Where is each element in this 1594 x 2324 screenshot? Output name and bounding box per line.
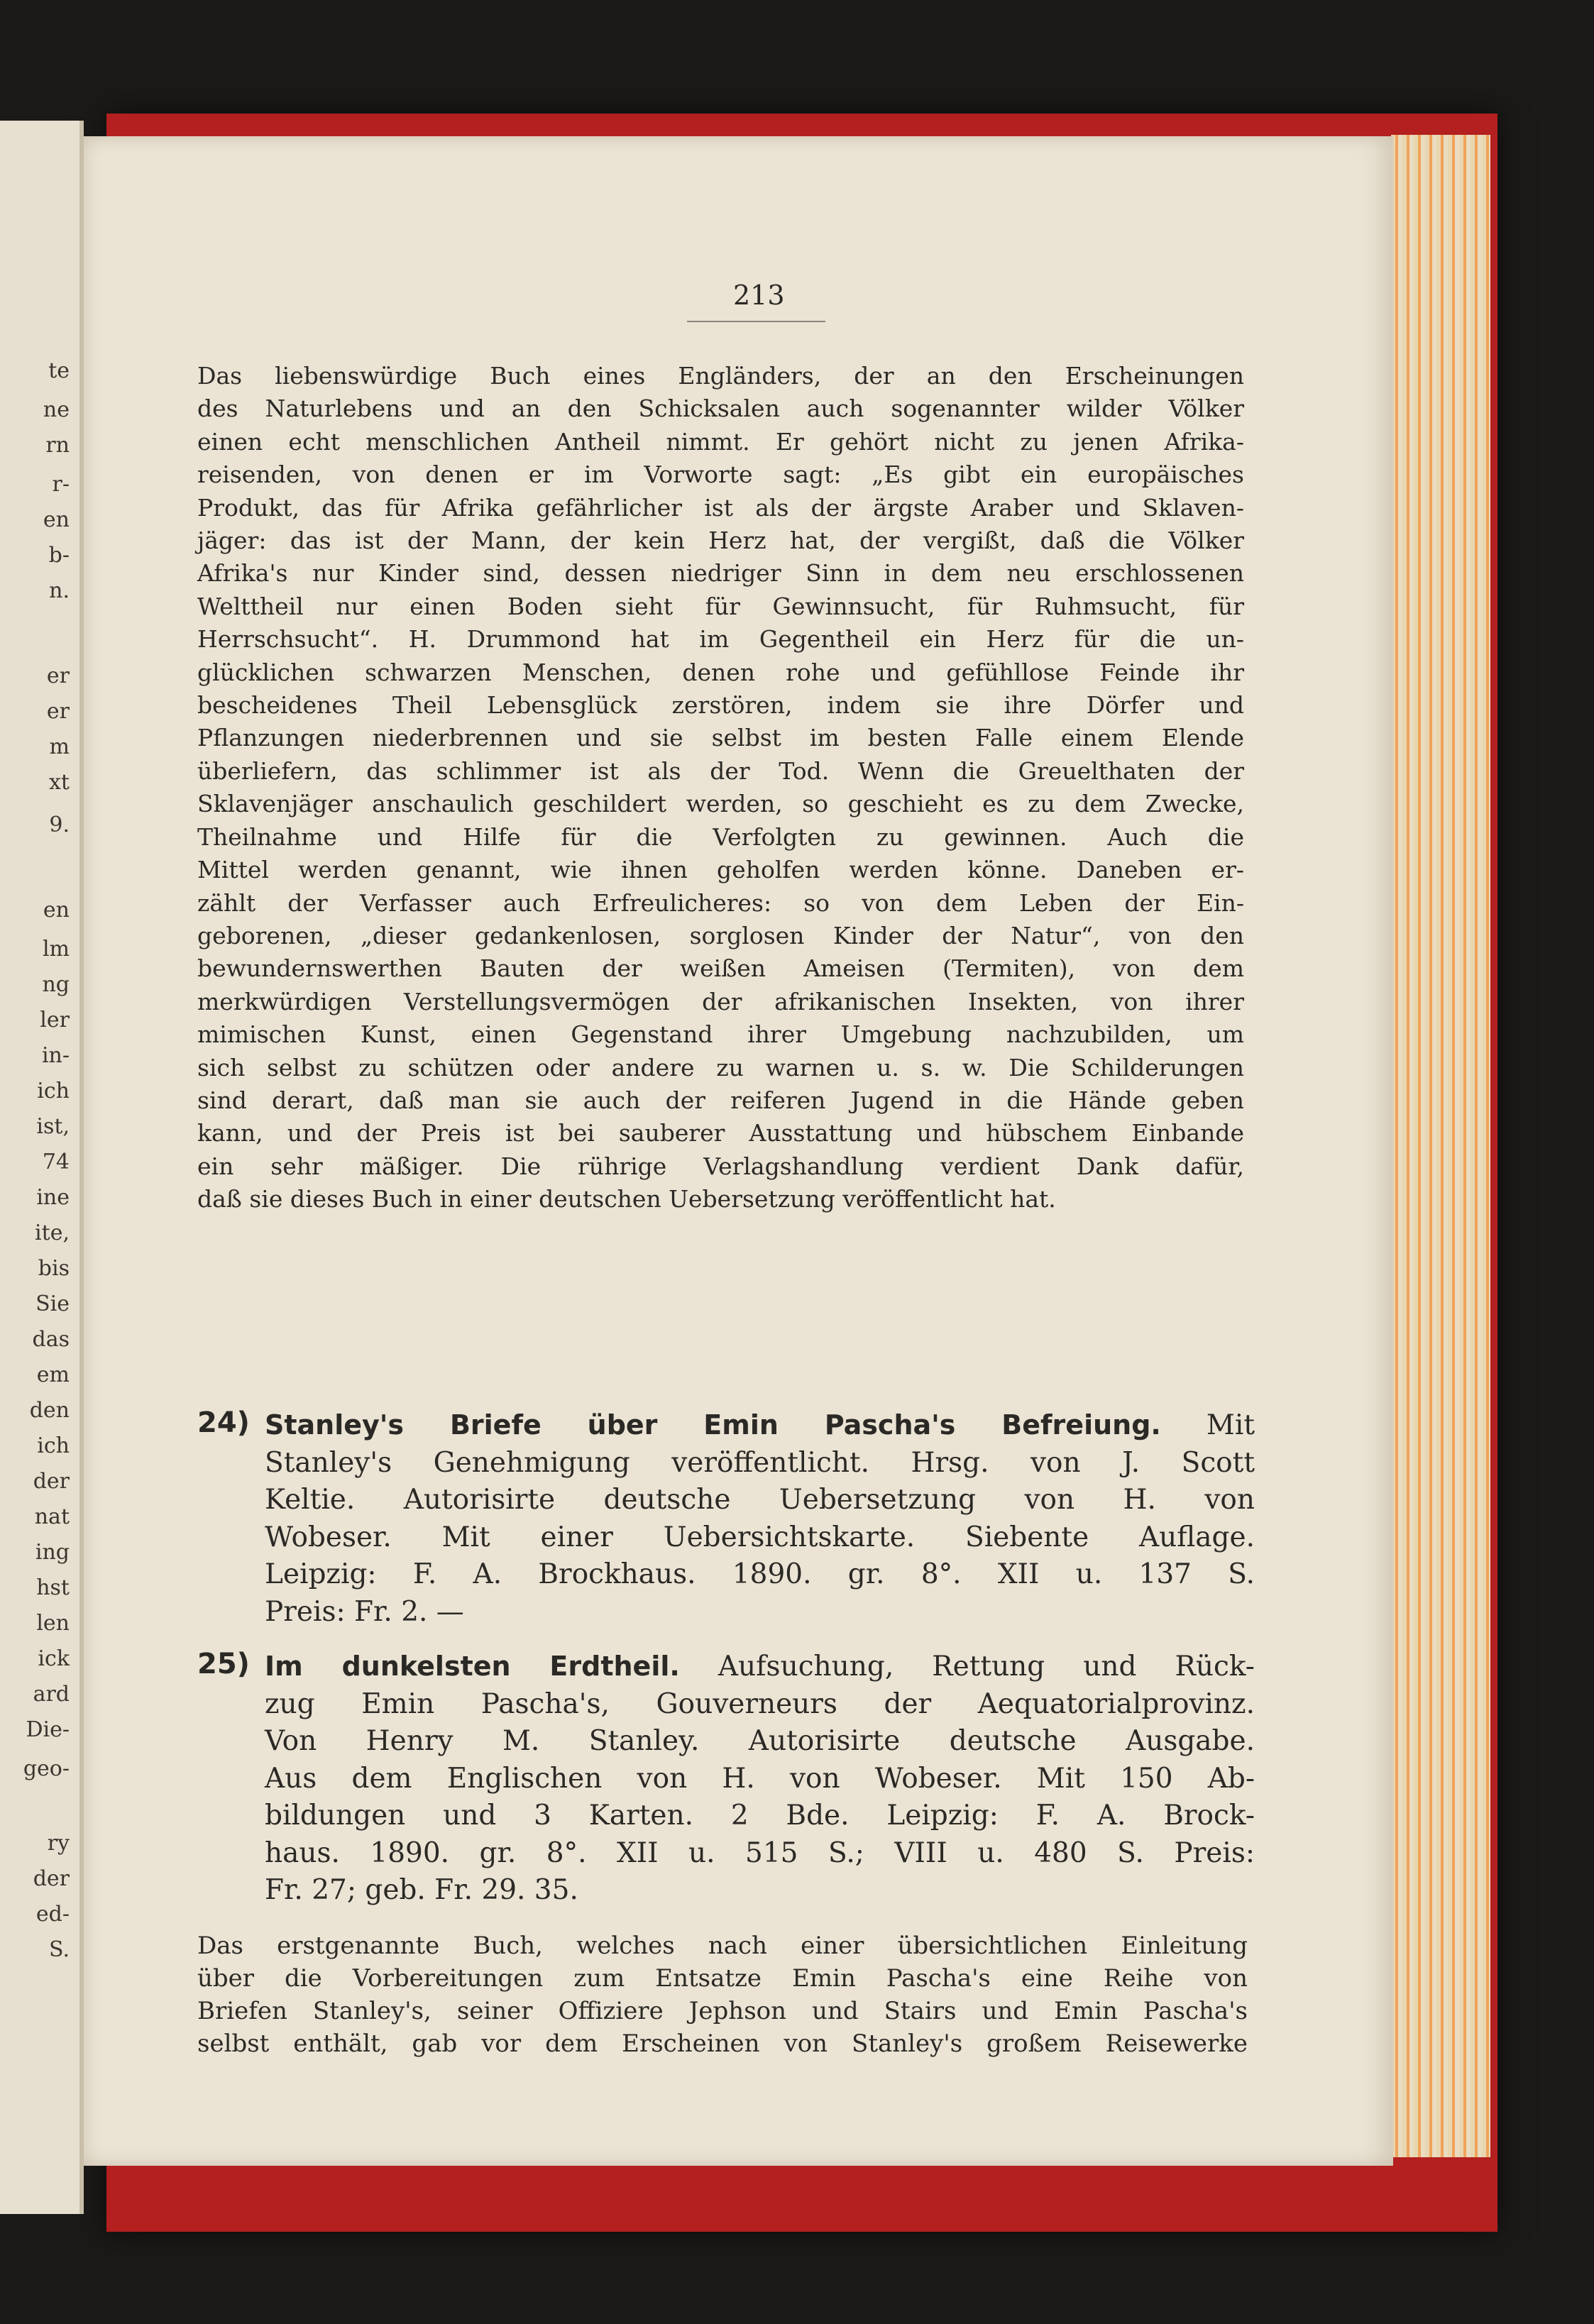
text-line: über die Vorbereitungen zum Entsatze Emin Pascha's eine Reihe von	[197, 1964, 1248, 1993]
text-line: selbst enthält, gab vor dem Erscheinen von Stanley's großem Reisewerke	[197, 2030, 1248, 2058]
text-line: mimischen Kunst, einen Gegenstand ihrer Umgebung nachzubilden, um	[197, 1020, 1244, 1049]
page-edges	[1391, 135, 1490, 2157]
text-line: ein sehr mäßiger. Die rührige Verlagshandlung verdient Dank dafür,	[197, 1152, 1244, 1180]
entry-line: haus. 1890. gr. 8°. XII u. 515 S.; VIII u. 480 S. Preis:	[265, 1836, 1255, 1869]
facing-page-fragment: der	[33, 1469, 70, 1494]
facing-page-fragment: S.	[48, 1937, 70, 1962]
text-line: überliefern, das schlimmer ist als der Tod. Wenn die Greuelthaten der	[197, 756, 1244, 785]
facing-page-fragment: ite,	[35, 1221, 70, 1245]
facing-page-fragment: hst	[36, 1575, 70, 1600]
entry-line: Aus dem Englischen von H. von Wobeser. Mit 150 Ab-	[265, 1762, 1255, 1795]
entry-number: 24)	[197, 1406, 250, 1439]
entry-line: Stanley's Genehmigung veröffentlicht. Hrsg. von J. Scott	[265, 1446, 1255, 1479]
facing-page-fragment: ne	[43, 397, 70, 422]
text-line: bewundernswerthen Bauten der weißen Ameisen (Termiten), von dem	[197, 954, 1244, 983]
facing-page-fragment: 74	[42, 1150, 70, 1174]
page-number: 213	[733, 280, 785, 311]
text-line: glücklichen schwarzen Menschen, denen rohe und gefühllose Feinde ihr	[197, 658, 1244, 686]
text-line: zählt der Verfasser auch Erfreulicheres: so von dem Leben der Ein-	[197, 888, 1244, 917]
facing-page-fragment: em	[36, 1362, 70, 1387]
text-line: Afrika's nur Kinder sind, dessen niedriger Sinn in dem neu erschlossenen	[197, 559, 1244, 588]
facing-page-fragment: ler	[40, 1008, 70, 1032]
facing-page-fragment: ing	[35, 1540, 70, 1565]
book-page	[84, 136, 1393, 2166]
text-line: Briefen Stanley's, seiner Offiziere Jephson und Stairs und Emin Pascha's	[197, 1997, 1248, 2025]
facing-page-fragment: er	[46, 699, 70, 724]
facing-page-fragment: ick	[38, 1646, 70, 1671]
text-line: Das erstgenannte Buch, welches nach einer übersichtlichen Einleitung	[197, 1932, 1248, 1960]
header-rule	[687, 321, 825, 322]
text-line: Welttheil nur einen Boden sieht für Gewinnsucht, für Ruhmsucht, für	[197, 592, 1244, 620]
entry-line: Keltie. Autorisirte deutsche Uebersetzung von H. von	[265, 1484, 1255, 1516]
facing-page-fragment: ine	[36, 1185, 70, 1210]
entry-first-line	[265, 1406, 1255, 1445]
text-line: reisenden, von denen er im Vorworte sagt: „Es gibt ein europäisches	[197, 461, 1244, 489]
entry-first-line	[265, 1648, 1255, 1686]
review-paragraph-continued	[197, 1929, 1248, 2060]
entry-number: 25)	[197, 1648, 250, 1680]
facing-page-fragment: en	[43, 898, 70, 923]
text-line: Theilnahme und Hilfe für die Verfolgten zu gewinnen. Auch die	[197, 822, 1244, 851]
facing-page	[0, 121, 84, 2214]
text-line: Pflanzungen niederbrennen und sie selbst im besten Falle einem Elende	[197, 724, 1244, 752]
text-line: sich selbst zu schützen oder andere zu warnen u. s. w. Die Schilderungen	[197, 1053, 1244, 1081]
facing-page-fragment: rn	[45, 433, 70, 458]
facing-page-fragment: er	[46, 663, 70, 688]
facing-page-fragment: ry	[47, 1831, 70, 1856]
facing-page-fragment: ng	[42, 972, 70, 997]
text-line: daß sie dieses Buch in einer deutschen Uebersetzung veröffentlicht hat.	[197, 1185, 1056, 1213]
facing-page-fragment: n.	[49, 578, 70, 603]
facing-page-fragment: 9.	[49, 813, 70, 837]
facing-page-fragment: ich	[37, 1079, 70, 1103]
facing-page-fragment: ich	[37, 1433, 70, 1458]
text-line: sind derart, daß man sie auch der reiferen Jugend in die Hände geben	[197, 1086, 1244, 1114]
text-line: Produkt, das für Afrika gefährlicher ist als der ärgste Araber und Sklaven-	[197, 493, 1244, 522]
facing-page-fragment: nat	[34, 1504, 70, 1529]
facing-page-fragment: ist,	[36, 1114, 70, 1139]
text-line: Mittel werden genannt, wie ihnen geholfen werden könne. Daneben er-	[197, 856, 1244, 884]
facing-page-fragment: lm	[42, 937, 70, 962]
facing-page-fragment: der	[33, 1866, 70, 1891]
text-line: Das liebenswürdige Buch eines Engländers, der an den Erscheinungen	[197, 362, 1244, 390]
facing-page-fragment: b-	[48, 543, 70, 568]
facing-page-fragment: Sie	[35, 1292, 70, 1316]
facing-page-fragment: das	[32, 1327, 70, 1352]
entry-line: Preis: Fr. 2. —	[265, 1595, 464, 1628]
text-line: geborenen, „dieser gedankenlosen, sorglosen Kinder der Natur“, von den	[197, 921, 1244, 949]
facing-page-fragment: ed-	[35, 1902, 70, 1927]
text-line: jäger: das ist der Mann, der kein Herz hat, der vergißt, daß die Völker	[197, 527, 1244, 555]
text-line: Sklavenjäger anschaulich geschildert werden, so geschieht es zu dem Zwecke,	[197, 790, 1244, 818]
facing-page-fragment: len	[36, 1611, 70, 1636]
facing-page-fragment: xt	[49, 770, 70, 795]
entry-line: Fr. 27; geb. Fr. 29. 35.	[265, 1874, 578, 1906]
entry-line: Leipzig: F. A. Brockhaus. 1890. gr. 8°. XII u. 137 S.	[265, 1558, 1255, 1590]
facing-page-fragment: in-	[41, 1043, 70, 1068]
facing-page-fragment: te	[48, 358, 70, 383]
facing-page-fragment: m	[49, 734, 70, 759]
facing-page-fragment: ard	[33, 1682, 70, 1707]
facing-page-fragment: bis	[38, 1256, 70, 1281]
entry-first-rest: Mit	[1206, 1409, 1255, 1441]
text-line: des Naturlebens und an den Schicksalen auch sogenannter wilder Völker	[197, 395, 1244, 423]
text-line: Herrschsucht“. H. Drummond hat im Gegentheil ein Herz für die un-	[197, 625, 1244, 654]
text-line: einen echt menschlichen Antheil nimmt. Er gehört nicht zu jenen Afrika-	[197, 427, 1244, 456]
text-line: kann, und der Preis ist bei sauberer Ausstattung und hübschem Einbande	[197, 1119, 1244, 1147]
entry-title: Im dunkelsten Erdtheil.	[265, 1651, 680, 1682]
facing-page-fragment: Die-	[26, 1717, 70, 1742]
review-paragraph	[197, 360, 1244, 1216]
entry-line: bildungen und 3 Karten. 2 Bde. Leipzig: F. A. Brock-	[265, 1800, 1255, 1832]
text-line: bescheidenes Theil Lebensglück zerstören, indem sie ihre Dörfer und	[197, 691, 1244, 720]
text-line: merkwürdigen Verstellungsvermögen der afrikanischen Insekten, von ihrer	[197, 987, 1244, 1015]
entry-line: Von Henry M. Stanley. Autorisirte deutsche Ausgabe.	[265, 1725, 1255, 1757]
entry-title: Stanley's Briefe über Emin Pascha's Befreiung.	[265, 1409, 1161, 1441]
facing-page-fragment: r-	[52, 472, 70, 497]
entry-first-rest: Aufsuchung, Rettung und Rück-	[718, 1651, 1255, 1683]
facing-page-fragment: en	[43, 507, 70, 532]
entry-line: Wobeser. Mit einer Uebersichtskarte. Siebente Auflage.	[265, 1521, 1255, 1553]
facing-page-fragment: geo-	[23, 1756, 70, 1781]
entry-line: zug Emin Pascha's, Gouverneurs der Aequatorialprovinz.	[265, 1687, 1255, 1720]
facing-page-fragment: den	[29, 1398, 70, 1423]
